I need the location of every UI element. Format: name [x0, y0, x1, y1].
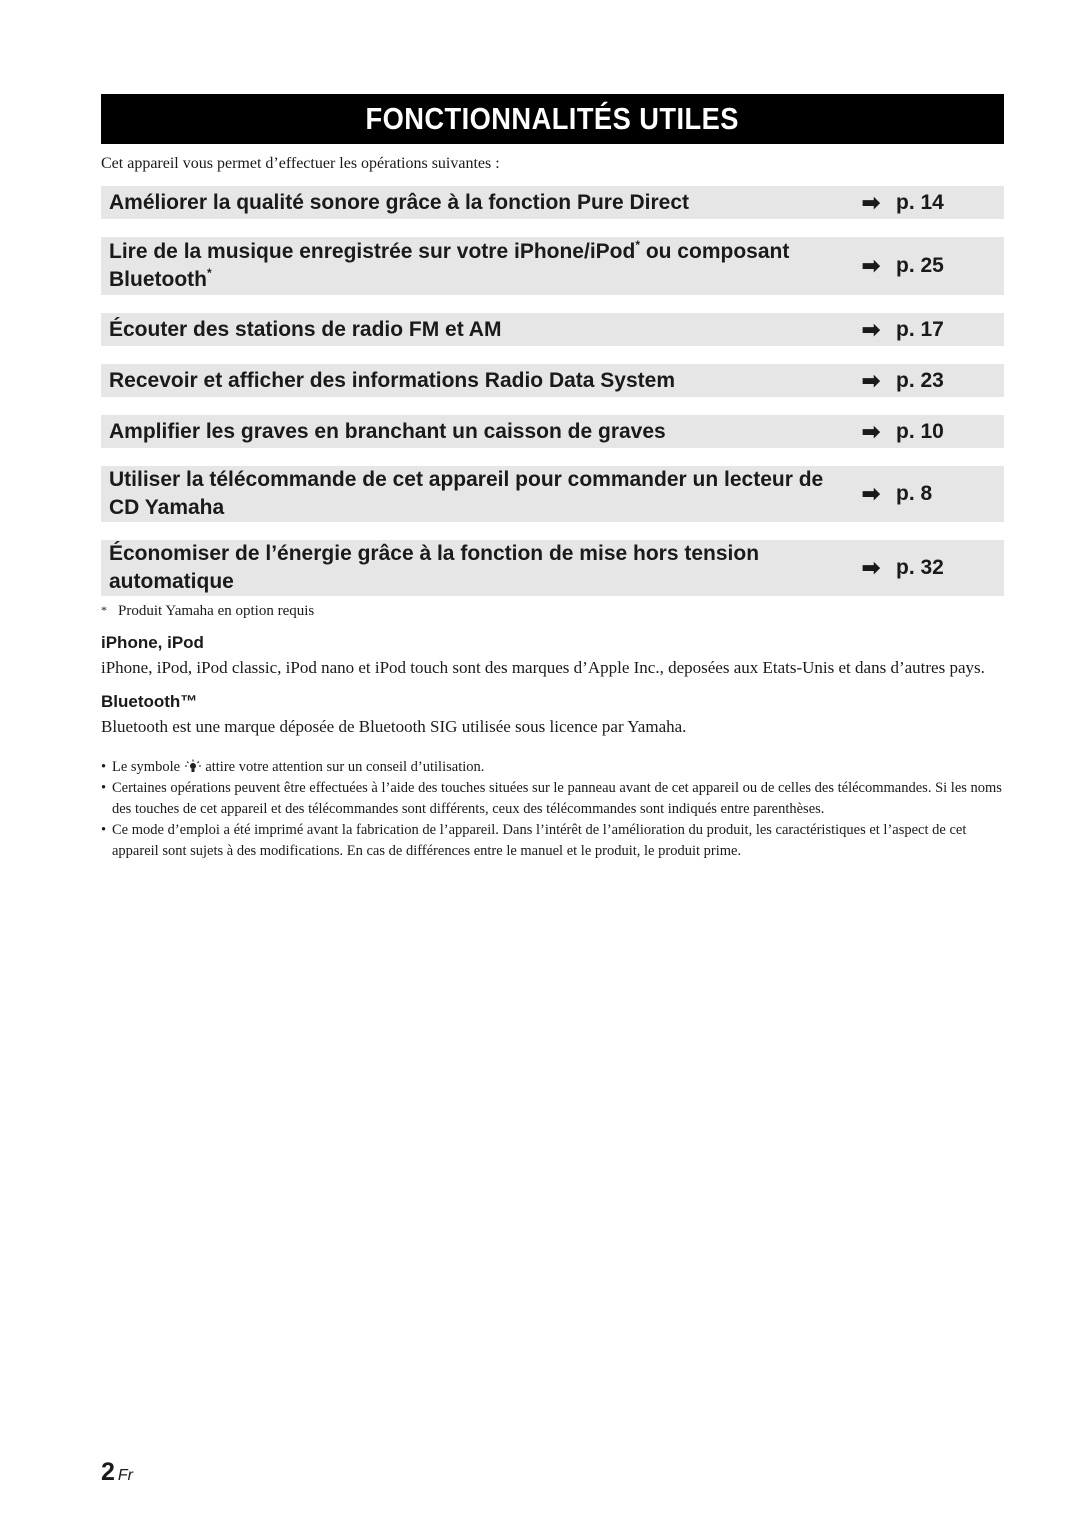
page-reference[interactable]: p. 32	[896, 556, 944, 579]
feature-text: Recevoir et afficher des informations Radio Data System	[109, 368, 676, 392]
feature-text: Écouter des stations de radio FM et AM	[109, 317, 502, 341]
arrow-icon: ➡	[861, 555, 881, 580]
list-item: • Le symbole attire votre attention sur un conseil d’utilisation.	[101, 759, 485, 775]
feature-row	[101, 364, 1004, 397]
feature-text: Utiliser la télécommande de cet appareil pour commander un lecteur de CD Yamaha	[109, 468, 824, 519]
feature-text: Améliorer la qualité sonore grâce à la fonction Pure Direct	[109, 190, 690, 214]
page-content	[101, 94, 1004, 862]
arrow-icon: ➡	[861, 481, 881, 506]
feature-text: Économiser de l’énergie grâce à la fonction de mise hors tension automatique	[109, 542, 760, 593]
section-body-bluetooth: Bluetooth est une marque déposée de Bluetooth SIG utilisée sous licence par Yamaha.	[101, 717, 687, 736]
page-reference[interactable]: p. 23	[896, 368, 944, 392]
section-heading-iphone: iPhone, iPod	[101, 633, 204, 652]
feature-list	[101, 186, 1004, 596]
page-reference[interactable]: p. 14	[896, 190, 944, 214]
intro-text: Cet appareil vous permet d’effectuer les opérations suivantes :	[101, 155, 500, 172]
list-item: • Ce mode d’emploi a été imprimé avant la fabrication de l’appareil. Dans l’intérêt de l’amélioration du produit, les caractéristiques et l’aspect de cet appareil sont sujets à des modifications. En cas de différences entre le manuel et le produit, le produit prime.	[101, 822, 967, 859]
footnote: * Produit Yamaha en option requis	[101, 603, 315, 619]
notes-list	[101, 757, 1004, 862]
feature-row	[101, 540, 1004, 596]
feature-text: Lire de la musique enregistrée sur votre iPhone/iPod* ou composant Bluetooth*	[109, 238, 790, 291]
feature-text: Amplifier les graves en branchant un caisson de graves	[109, 419, 666, 443]
page-reference[interactable]: p. 8	[896, 482, 933, 505]
page-reference[interactable]: p. 17	[896, 317, 944, 341]
feature-row	[101, 186, 1004, 219]
page-reference[interactable]: p. 10	[896, 419, 944, 443]
feature-row	[101, 313, 1004, 346]
lightbulb-icon	[184, 759, 202, 773]
section-heading-bluetooth: Bluetooth™	[101, 692, 198, 711]
arrow-icon: ➡	[861, 418, 881, 444]
page-reference[interactable]: p. 25	[896, 254, 944, 277]
page-title: FONCTIONNALITÉS UTILES	[101, 94, 1004, 144]
arrow-icon: ➡	[861, 367, 881, 393]
feature-row	[101, 415, 1004, 448]
arrow-icon: ➡	[861, 316, 881, 342]
section-body-iphone: iPhone, iPod, iPod classic, iPod nano et iPod touch sont des marques d’Apple Inc., deposées aux Etats-Unis et dans d’autres pays.	[101, 658, 985, 677]
page-number: 2 Fr	[101, 1458, 134, 1486]
feature-row	[101, 237, 1004, 295]
feature-row	[101, 466, 1004, 522]
list-item: • Certaines opérations peuvent être effectuées à l’aide des touches situées sur le panneau avant de cet appareil ou de celles des télécommandes. Si les noms des touches de cet appareil et des télécommandes sont différents, ceux des télécommandes sont indiqués entre parenthèses.	[101, 780, 1002, 817]
arrow-icon: ➡	[861, 253, 881, 278]
arrow-icon: ➡	[861, 189, 881, 215]
